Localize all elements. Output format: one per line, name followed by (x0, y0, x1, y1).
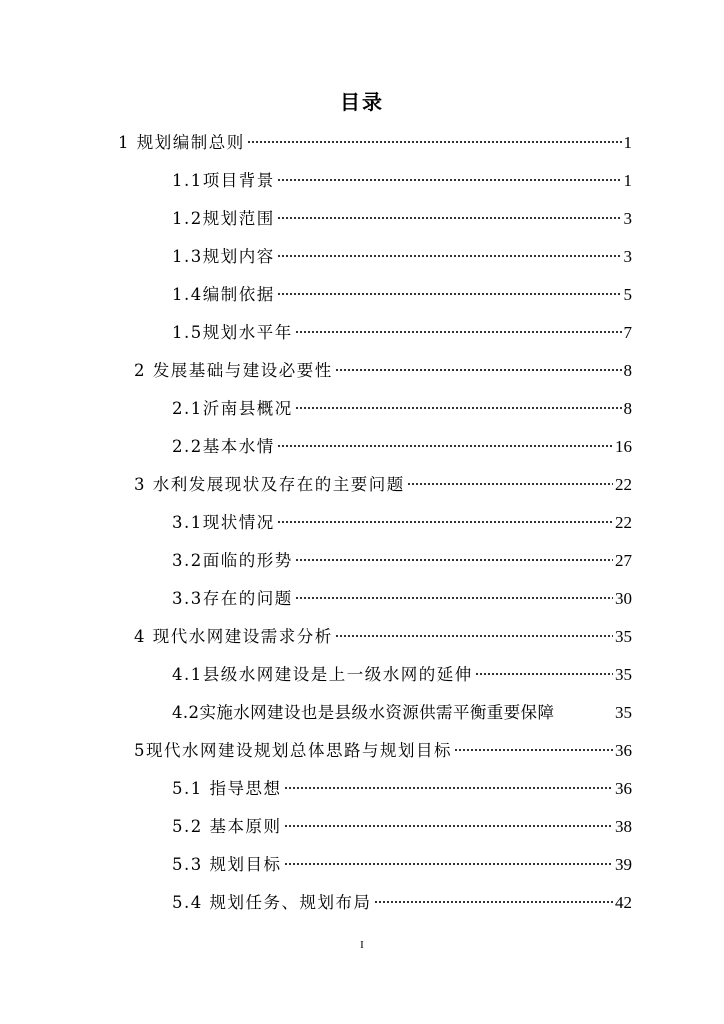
dot-leader (277, 520, 613, 524)
toc-entry[interactable] (172, 205, 632, 229)
toc-entry-label: 1 规划编制总则 (118, 133, 245, 152)
dot-leader (295, 406, 622, 410)
toc-entry[interactable] (172, 167, 632, 191)
toc-entry-label: 4 现代水网建设需求分析 (134, 627, 333, 646)
toc-entry-label: 1.2规划范围 (172, 209, 275, 228)
toc-entry-label: 1.3规划内容 (172, 247, 275, 266)
dot-leader (284, 862, 614, 866)
toc-entry-label: 3 水利发展现状及存在的主要问题 (134, 475, 405, 494)
toc-entry-page: 1 (623, 133, 632, 152)
toc-entry-page: 42 (615, 893, 632, 912)
dot-leader (277, 254, 622, 258)
toc-entry[interactable] (134, 357, 632, 381)
dot-leader (374, 900, 614, 904)
toc-entry-label: 1.4编制依据 (172, 285, 275, 304)
dot-leader (556, 710, 613, 714)
dot-leader (284, 824, 614, 828)
dot-leader (277, 178, 622, 182)
toc-entry-label: 1.5规划水平年 (172, 323, 293, 342)
toc-entry-label: 5.4 规划任务、规划布局 (172, 893, 372, 912)
toc-entry-label: 5现代水网建设规划总体思路与规划目标 (134, 741, 452, 760)
toc-entry[interactable] (118, 129, 632, 153)
toc-entry[interactable] (172, 585, 632, 609)
dot-leader (295, 596, 613, 600)
toc-entry[interactable] (172, 547, 632, 571)
toc-entry[interactable] (172, 775, 632, 799)
toc-entry-label: 2.2基本水情 (172, 437, 275, 456)
dot-leader (277, 292, 622, 296)
dot-leader (277, 444, 613, 448)
dot-leader (335, 368, 622, 372)
dot-leader (277, 216, 622, 220)
toc-entry-page: 1 (623, 171, 632, 190)
toc-entry-label: 5.1 指导思想 (172, 779, 282, 798)
toc-entry-label: 5.2 基本原则 (172, 817, 282, 836)
toc-entry-page: 36 (615, 741, 632, 760)
toc-entry[interactable] (172, 319, 632, 343)
toc-entry-page: 16 (615, 437, 632, 456)
toc-entry-page: 38 (615, 817, 632, 836)
toc-entry-label: 3.2面临的形势 (172, 551, 293, 570)
toc-entry-page: 27 (615, 551, 632, 570)
toc-entry-page: 35 (615, 703, 632, 722)
toc-entry[interactable] (172, 889, 632, 913)
toc-entry-page: 30 (615, 589, 632, 608)
toc-entry[interactable] (172, 281, 632, 305)
toc-entry-label: 4.2实施水网建设也是县级水资源供需平衡重要保障 (172, 703, 555, 722)
toc-entry-page: 7 (623, 323, 632, 342)
toc-entry-page: 8 (623, 361, 632, 380)
dot-leader (454, 748, 613, 752)
dot-leader (295, 558, 613, 562)
toc-entry[interactable] (172, 509, 632, 533)
toc-entry[interactable] (172, 851, 632, 875)
toc-entry[interactable] (134, 471, 632, 495)
toc-entry-page: 39 (615, 855, 632, 874)
toc-entry[interactable] (172, 661, 632, 685)
toc-entry-label: 4.1县级水网建设是上一级水网的延伸 (172, 665, 473, 684)
toc-entry-label: 3.3存在的问题 (172, 589, 293, 608)
toc-entry-page: 3 (623, 209, 632, 228)
toc-entry-page: 3 (623, 247, 632, 266)
dot-leader (284, 786, 614, 790)
toc-entry-page: 35 (615, 627, 632, 646)
toc-entry[interactable] (172, 395, 632, 419)
dot-leader (407, 482, 613, 486)
toc-entry-label: 3.1现状情况 (172, 513, 275, 532)
toc-entry-label: 5.3 规划目标 (172, 855, 282, 874)
dot-leader (247, 140, 622, 144)
page-number-footer: I (360, 939, 364, 951)
toc-entry[interactable] (134, 623, 632, 647)
toc-entry-page: 8 (623, 399, 632, 418)
page-title: 目录 (340, 90, 384, 114)
toc-entry[interactable] (172, 813, 632, 837)
toc-entry-page: 35 (615, 665, 632, 684)
toc-entry-page: 5 (623, 285, 632, 304)
toc-entry-label: 2.1沂南县概况 (172, 399, 293, 418)
toc-entry-page: 22 (615, 475, 632, 494)
toc-entry-page: 36 (615, 779, 632, 798)
dot-leader (335, 634, 613, 638)
toc-entry[interactable] (134, 737, 632, 761)
toc-entry-label: 2 发展基础与建设必要性 (134, 361, 333, 380)
toc-entry[interactable] (172, 699, 632, 723)
dot-leader (475, 672, 613, 676)
toc-entry-page: 22 (615, 513, 632, 532)
toc-entry[interactable] (172, 243, 632, 267)
toc-entry[interactable] (172, 433, 632, 457)
dot-leader (295, 330, 622, 334)
toc-entry-label: 1.1项目背景 (172, 171, 275, 190)
